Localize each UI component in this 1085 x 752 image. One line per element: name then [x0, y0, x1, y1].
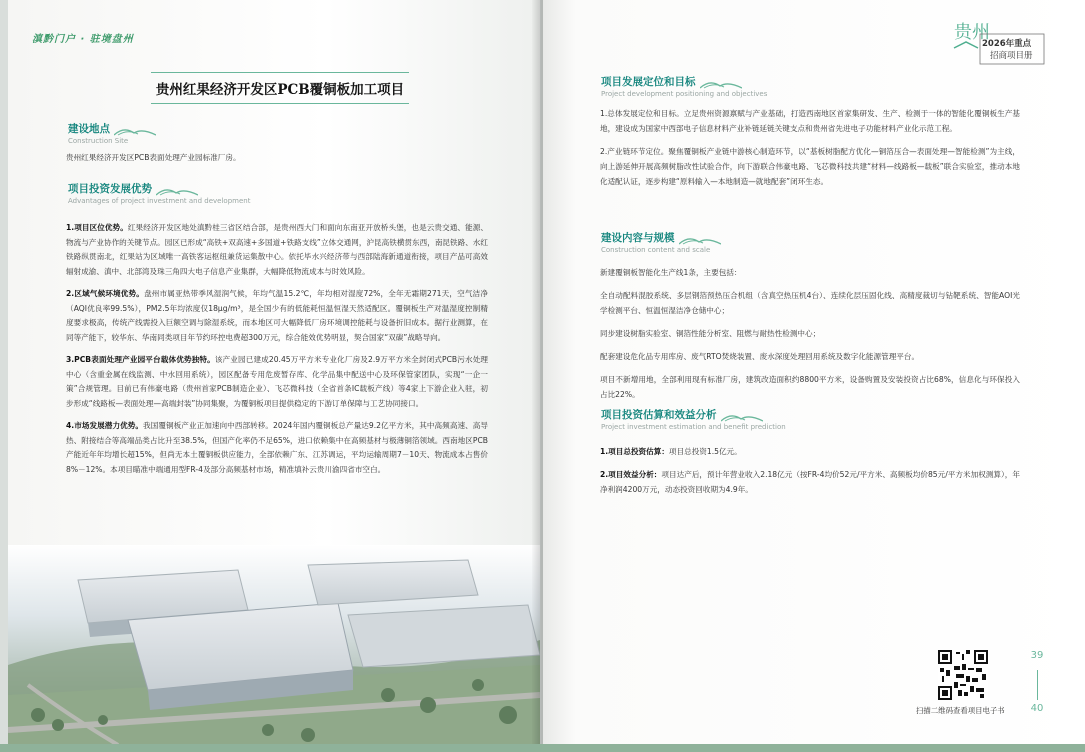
section-subtitle: Project development positioning and objectives — [601, 90, 768, 98]
location-text: 贵州红果经济开发区PCB表面处理产业园标准厂房。 — [66, 153, 241, 162]
advantage-item: 1.项目区位优势。红果经济开发区地处滇黔桂三省区结合部，是贵州西大门和面向东南亚开放桥头堡，也是云贵交通、能源、物流与产业协作的关键节点。园区已形成“高铁+双高速+多国道+铁路支线”立体交通网，沪昆高铁横贯东西，南昆铁路、水红铁路纵贯南北，红果站为区域唯一高铁客运枢纽兼货运集散中心。依托毕水兴经济带与西部陆海新通道衔接，项目产品可高效辐射成渝、滇中、北部湾及珠三角四大电子信息产业集群，大幅降低物流成本与时效风险。 — [66, 223, 488, 276]
estimate-item: 1.项目总投资估算：项目总投资1.5亿元。 — [600, 447, 742, 456]
section-positioning — [601, 74, 767, 98]
bottom-strip — [0, 744, 1085, 752]
section-title: 项目投资发展优势 — [68, 183, 152, 195]
section-advantage — [68, 181, 250, 205]
content-list — [600, 265, 1020, 410]
content-item: 新建覆铜板智能化生产线1条，主要包括： — [600, 268, 742, 277]
logo-subtitle: 招商项目册 — [990, 51, 1033, 61]
content-item: 项目不新增用地，全部利用现有标准厂房，建筑改造面积约8800平方米，设备购置及安装投资占比68%，信息化与环保投入占比22%。 — [600, 375, 1020, 399]
svg-text:贵州: 贵州 — [954, 22, 990, 43]
page-title: 贵州红果经济开发区PCB覆铜板加工项目 — [155, 82, 405, 98]
logo-year: 2026年重点 — [982, 39, 1032, 49]
section-location — [68, 121, 156, 145]
mountain-icon — [114, 126, 156, 136]
section-subtitle: Construction Site — [68, 137, 129, 145]
qr-code-icon[interactable] — [938, 650, 988, 700]
left-page — [8, 0, 540, 745]
estimate-list — [600, 444, 1020, 505]
advantage-item: 2.区域气候环境优势。盘州市属亚热带季风湿润气候，年均气温15.2℃，年均相对湿度72%，全年无霜期271天，空气洁净（AQI优良率99.5%），PM2.5年均浓度仅18μg/m³，是全国少有的低能耗恒温恒湿天然适配区。覆铜板生产对温湿度控制精度要求极高，传统产线需投入巨额空调与除湿系统，而本地区可大幅降低厂房环境调控能耗与设备折旧成本。据行业测算，在同等产能下，较华东、华南同类项目年节约环控电费超300万元，综合能效优势明显，契合国家“双碳”战略导向。 — [66, 289, 488, 342]
positioning-list — [600, 106, 1020, 197]
estimate-item: 2.项目效益分析：项目达产后，预计年营业收入2.18亿元（按FR-4均价52元/平方米、高频板均价85元/平方米加权测算），年净利润4200万元，动态投资回收期为4.9年。 — [600, 470, 1020, 494]
section-subtitle: Advantages of project investment and development — [68, 197, 251, 205]
page-number-left: 39 — [1030, 650, 1044, 661]
advantage-item: 3.PCB表面处理产业园平台载体优势独特。该产业园已建成20.45万平方米专业化厂房及2.9万平方米全封闭式PCB污水处理中心（含重金属在线监测、中水回用系统），园区配备专用危废暂存库、化学品集中配送中心及环保管家团队，实现“一企一策”合规管理。目前已有伟豪电路（贵州首家PCB制造企业）、飞芯微科技（全省首条IC载板产线）等4家上下游企业入驻，初步形成“线路板—表面处理—高端封装”协同集聚，为覆铜板项目提供稳定的下游订单保障与工艺协同接口。 — [66, 355, 489, 408]
section-title: 项目投资估算和效益分析 — [601, 409, 717, 421]
section-estimate — [601, 407, 786, 431]
section-subtitle: Construction content and scale — [601, 246, 711, 254]
page-number-divider — [1037, 670, 1038, 700]
content-item: 全自动配料混胶系统、多层钢箔预热压合机组（含真空热压机4台）、连续化层压固化线、高精度裁切与钻靶系统、智能AOI光学检测平台、恒温恒湿洁净仓储中心； — [600, 291, 1020, 315]
qr-caption: 扫描二维码查看项目电子书 — [916, 706, 1005, 715]
mountain-icon — [679, 235, 721, 245]
page-title-box — [151, 72, 409, 104]
section-content — [601, 230, 721, 254]
page-number-right: 40 — [1030, 703, 1044, 714]
section-title: 建设内容与规模 — [601, 232, 675, 244]
positioning-item: 1.总体发展定位和目标。立足贵州资源禀赋与产业基础，打造西南地区首家集研发、生产、检测于一体的智能化覆铜板生产基地，建设成为国家中西部电子信息材料产业补链延链关键支点和贵州省先进电子功能材料产业化示范工程。 — [600, 109, 1020, 133]
slogan: 滇黔门户 · 驻境盘州 — [32, 34, 134, 45]
advantage-item: 4.市场发展潜力优势。我国覆铜板产业正加速向中西部转移。2024年国内覆铜板总产量达9.2亿平方米，其中高频高速、高导热、附接结合等高端品类占比升至38.5%，但国产化率仍不足65%，进口依赖集中在高频基材与极薄铜箔领域。西南地区PCB产能近年年均增长超15%，但尚无本土覆铜板供应能力，全部依赖广东、江苏调运，平均运输周期7－10天、物流成本占售价8%－12%。本项目瞄准中端通用型FR-4及部分高频基材市场，精准填补云贵川渝四省市空白。 — [66, 421, 488, 474]
content-item: 配套建设危化品专用库房、废气RTO焚烧装置、废水深度处理回用系统及数字化能源管理平台。 — [600, 352, 920, 361]
industrial-park-photo — [8, 545, 540, 745]
advantage-list — [66, 221, 488, 485]
mountain-icon — [156, 186, 198, 196]
mountain-icon — [721, 412, 763, 422]
content-item: 同步建设树脂实验室、铜箔性能分析室、阻燃与耐热性检测中心； — [600, 329, 821, 338]
section-subtitle: Project investment estimation and benefit prediction — [601, 423, 786, 431]
positioning-item: 2.产业链环节定位。聚焦覆铜板产业链中游核心制造环节，以“基板树脂配方优化—铜箔压合—表面处理—智能检测”为主线，向上游延伸开展高频树脂改性试验合作，向下游联合伟豪电路、飞芯微科技共建“材料—线路板—载板”联合实验室，推动本地化适配认证，逐步构建“原料输入—本地制造—就地配套”闭环生态。 — [600, 147, 1020, 186]
mountain-icon — [700, 79, 742, 89]
section-title: 建设地点 — [68, 123, 110, 135]
section-title: 项目发展定位和目标 — [601, 76, 696, 88]
